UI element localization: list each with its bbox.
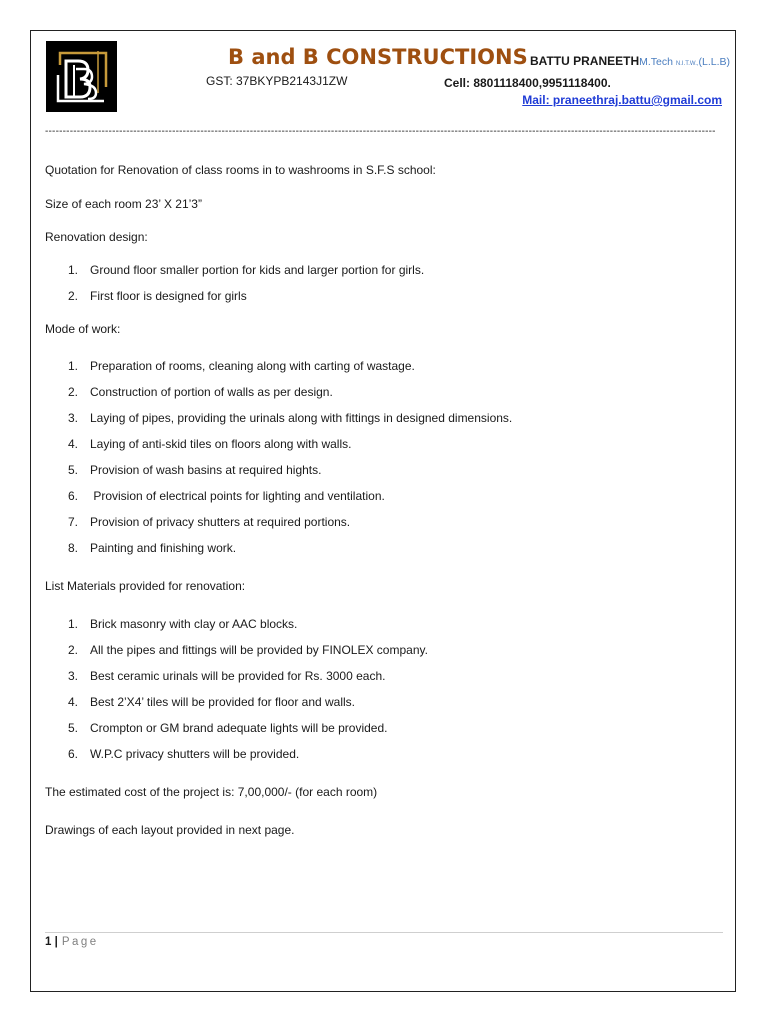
page-label: Page xyxy=(61,936,99,948)
list-item: 3. Laying of pipes, providing the urinals along with fittings in designed dimensions. xyxy=(68,411,513,425)
list-item: 6. W.P.C privacy shutters will be provided. xyxy=(68,747,300,761)
list-item: 2. First floor is designed for girls xyxy=(68,289,247,303)
design-list xyxy=(45,262,721,304)
list-item: 2. Construction of portion of walls as per design. xyxy=(68,385,333,399)
drawings-note: Drawings of each layout provided in next page. xyxy=(45,823,295,837)
room-size: Size of each room 23’ X 21’3” xyxy=(45,197,202,211)
materials-heading: List Materials provided for renovation: xyxy=(45,579,246,593)
list-item: 6. Provision of electrical points for lighting and ventilation. xyxy=(68,489,385,503)
owner-name: BATTU PRANEETH xyxy=(530,54,640,68)
cell-numbers: Cell: 8801118400,9951118400. xyxy=(444,76,611,90)
list-item: 5. Crompton or GM brand adequate lights will be provided. xyxy=(68,721,388,735)
list-item: 4. Laying of anti-skid tiles on floors along with walls. xyxy=(68,437,352,451)
materials-list xyxy=(45,616,721,762)
design-heading: Renovation design: xyxy=(45,230,148,244)
list-item: 3. Best ceramic urinals will be provided for Rs. 3000 each. xyxy=(68,669,386,683)
work-list xyxy=(45,358,721,556)
document-page xyxy=(30,30,736,992)
list-item: 7. Provision of privacy shutters at required portions. xyxy=(68,515,351,529)
footer-separator: | xyxy=(54,936,58,948)
footer-divider xyxy=(45,932,723,933)
list-item: 2. All the pipes and fittings will be provided by FINOLEX company. xyxy=(68,643,428,657)
intro-line: Quotation for Renovation of class rooms in to washrooms in S.F.S school: xyxy=(45,163,436,177)
list-item: 4. Best 2’X4’ tiles will be provided for floor and walls. xyxy=(68,695,356,709)
owner-line xyxy=(530,54,730,68)
list-item: 1. Brick masonry with clay or AAC blocks. xyxy=(68,617,298,631)
page-number: 1 xyxy=(45,936,52,948)
page-footer xyxy=(45,936,99,948)
list-item: 1. Ground floor smaller portion for kids and larger portion for girls. xyxy=(68,263,425,277)
work-heading: Mode of work: xyxy=(45,322,121,336)
list-item: 5. Provision of wash basins at required hights. xyxy=(68,463,322,477)
header-divider: ---------------------------------------------------------------------------------------------------------------------------------------------------------------------------------------------- xyxy=(45,127,716,137)
quotation-body xyxy=(45,162,721,838)
company-name: B and B CONSTRUCTIONS xyxy=(228,45,528,69)
email-link[interactable]: Mail: praneethraj.battu@gmail.com xyxy=(522,93,722,107)
bb-monogram-logo xyxy=(46,41,117,112)
list-item: 8. Painting and finishing work. xyxy=(68,541,237,555)
owner-qualifications: M.Tech N.I.T.W.,(L.L.B) xyxy=(639,56,731,68)
gst-number: GST: 37BKYPB2143J1ZW xyxy=(206,74,348,88)
list-item: 1. Preparation of rooms, cleaning along with carting of wastage. xyxy=(68,359,415,373)
estimated-cost: The estimated cost of the project is: 7,00,000/- (for each room) xyxy=(45,785,378,799)
